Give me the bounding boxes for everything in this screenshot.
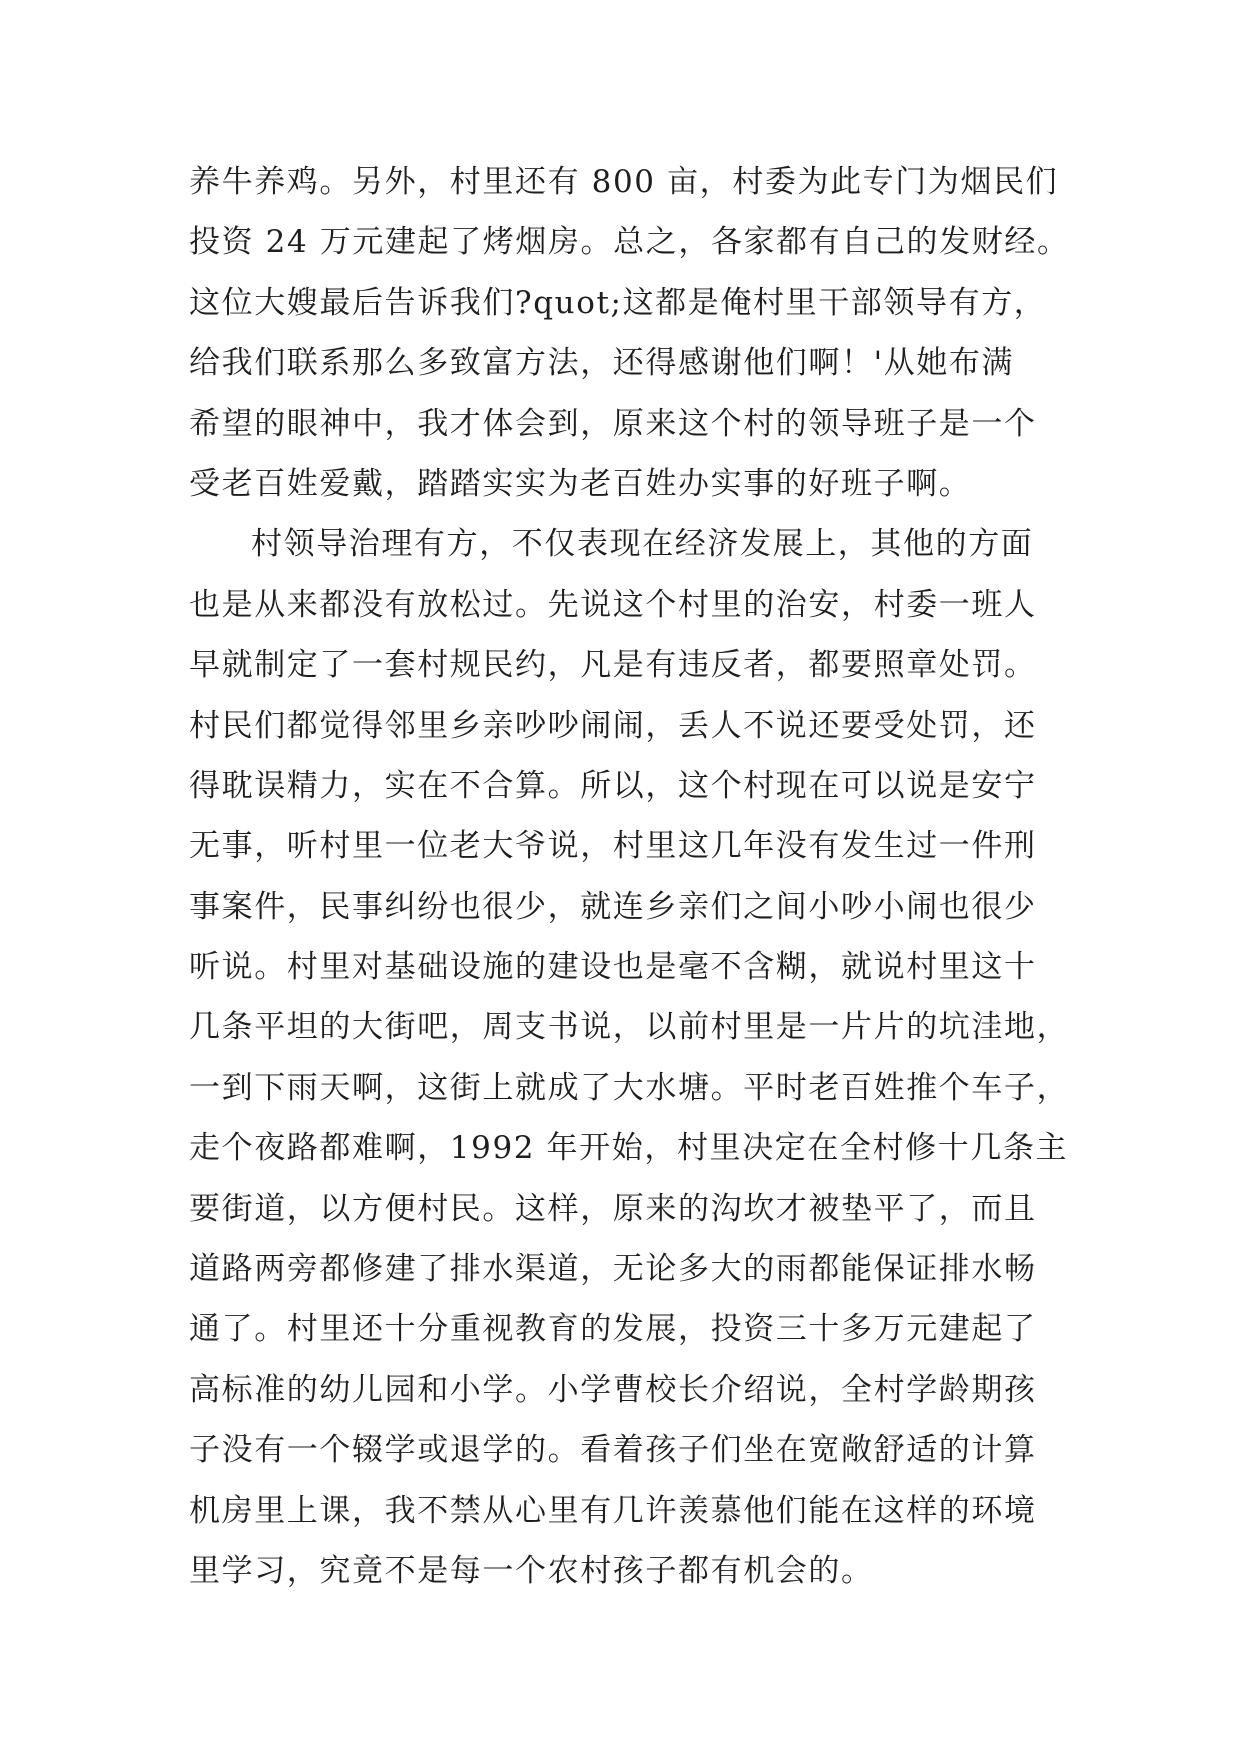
text-line: 希望的眼神中，我才体会到，原来这个村的领导班子是一个 [189, 405, 1037, 442]
text-line: 道路两旁都修建了排水渠道，无论多大的雨都能保证排水畅 [189, 1251, 1037, 1288]
paragraph-first-line: 村领导治理有方，不仅表现在经济发展上，其他的方面 [251, 526, 1034, 563]
text-line: 通了。村里还十分重视教育的发展，投资三十多万元建起了 [189, 1311, 1037, 1348]
text-line: 得耽误精力，实在不合算。所以，这个村现在可以说是安宁 [189, 767, 1037, 804]
text-line: 机房里上课，我不禁从心里有几许羡慕他们能在这样的环境 [189, 1492, 1037, 1529]
text-line: 事案件，民事纠纷也很少，就连乡亲们之间小吵小闹也很少 [189, 888, 1037, 925]
text-line: 早就制定了一套村规民约，凡是有违反者，都要照章处罚。 [189, 647, 1037, 684]
text-line: 养牛养鸡。另外，村里还有 800 亩，村委为此专门为烟民们 [189, 164, 1059, 200]
text-line: 要街道，以方便村民。这样，原来的沟坎才被垫平了，而且 [189, 1190, 1037, 1227]
text-line: 几条平坦的大街吧，周支书说，以前村里是一片片的坑洼地， [189, 1009, 1070, 1046]
text-line: 投资 24 万元建起了烤烟房。总之，各家都有自己的发财经。 [189, 224, 1070, 261]
text-line: 里学习，究竟不是每一个农村孩子都有机会的。 [189, 1552, 874, 1589]
text-line: 一到下雨天啊，这街上就成了大水塘。平时老百姓推个车子， [189, 1069, 1070, 1106]
text-line: 高标准的幼儿园和小学。小学曹校长介绍说，全村学龄期孩 [189, 1371, 1037, 1408]
text-line: 给我们联系那么多致富方法，还得感谢他们啊！'从她布满 [189, 345, 1015, 382]
text-line: 走个夜路都难啊，1992 年开始，村里决定在全村修十几条主 [189, 1130, 1069, 1167]
text-line: 村民们都觉得邻里乡亲吵吵闹闹，丢人不说还要受处罚，还 [189, 707, 1037, 744]
text-line: 受老百姓爱戴，踏踏实实为老百姓办实事的好班子啊。 [189, 465, 972, 502]
text-line: 听说。村里对基础设施的建设也是毫不含糊，就说村里这十 [189, 949, 1037, 986]
text-line: 也是从来都没有放松过。先说这个村里的治安，村委一班人 [189, 586, 1037, 623]
text-line: 无事，听村里一位老大爷说，村里这几年没有发生过一件刑 [189, 828, 1037, 865]
text-line: 子没有一个辍学或退学的。看着孩子们坐在宽敞舒适的计算 [189, 1432, 1037, 1469]
document-body [189, 152, 1069, 1601]
text-line: 这位大嫂最后告诉我们?quot;这都是俺村里干部领导有方， [189, 284, 1047, 321]
